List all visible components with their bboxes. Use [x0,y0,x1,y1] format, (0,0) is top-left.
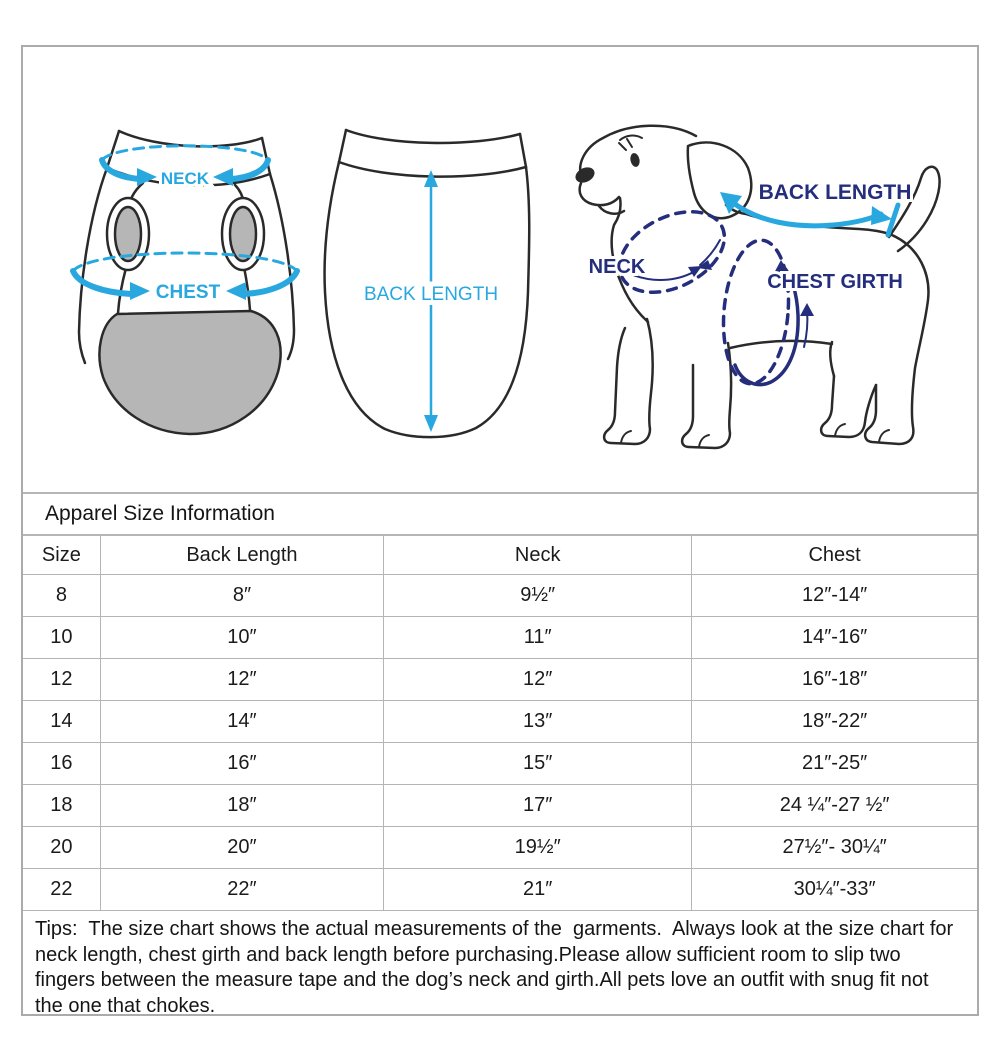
size-cell: 22 [23,869,100,911]
size-cell: 8 [23,575,100,617]
chest-cell: 12″-14″ [692,575,977,617]
table-title: Apparel Size Information [45,502,275,525]
size-cell: 18 [23,785,100,827]
size-cell: 12 [23,659,100,701]
size-cell: 14 [23,701,100,743]
chest-arrowhead-left [130,282,150,300]
neck-cell: 21″ [384,869,692,911]
chest-cell: 18″-22″ [692,701,977,743]
table-row [23,617,977,659]
neck-cell: 19½″ [384,827,692,869]
front-neck-label: NECK [160,169,210,188]
tips-note: Tips: The size chart shows the actual measurements of the garments. Always look at the size chart for neck length, chest girth and back length before purchasing.Please allow sufficient room to slip two fingers between the measure tape and the dog’s neck and girth.All pets love an outfit with snug fit not the one that chokes. [35,918,959,1017]
size-cell: 10 [23,617,100,659]
table-title-row [23,492,977,534]
neck-cell: 13″ [384,701,692,743]
dog-back-length-label: BACK LENGTH [758,181,912,204]
neck-cell: 12″ [384,659,692,701]
dog-chest-measure [718,237,814,386]
back-length-cell: 22″ [100,869,383,911]
table-row [23,659,977,701]
neck-cell: 15″ [384,743,692,785]
chest-arrowhead-right [226,282,246,300]
size-col-header: Size [23,535,100,575]
neck-col-header: Neck [384,535,692,575]
neck-cell: 11″ [384,617,692,659]
neck-arrowhead-left [137,168,157,186]
diagram-canvas [23,47,977,492]
dog-chest-girth-label: CHEST GIRTH [767,271,903,293]
back-length-col-header: Back Length [100,535,383,575]
size-chart-panel [21,45,979,1016]
chest-cell: 21″-25″ [692,743,977,785]
back-length-cell: 10″ [100,617,383,659]
back-garment-length-label: BACK LENGTH [363,284,499,305]
size-cell: 20 [23,827,100,869]
back-length-cell: 20″ [100,827,383,869]
chest-cell: 30¼″-33″ [692,869,977,911]
table-row [23,575,977,617]
neck-cell: 9½″ [384,575,692,617]
belly-patch [99,311,280,434]
dog-nose [573,164,597,185]
chest-cell: 27½″- 30¼″ [692,827,977,869]
chest-cell: 24 ¼″-27 ½″ [692,785,977,827]
measurement-diagrams [23,47,977,492]
header-row [23,535,977,575]
front-chest-label: CHEST [155,282,221,303]
chest-col-header: Chest [692,535,977,575]
back-length-cell: 12″ [100,659,383,701]
dog-neck-label: NECK [588,256,646,278]
table-row [23,827,977,869]
table-row [23,869,977,911]
back-length-cell: 18″ [100,785,383,827]
chest-cell: 16″-18″ [692,659,977,701]
back-length-cell: 16″ [100,743,383,785]
table-row [23,743,977,785]
table-row [23,785,977,827]
back-length-cell: 14″ [100,701,383,743]
size-cell: 16 [23,743,100,785]
dog-eye [629,152,641,168]
neck-cell: 17″ [384,785,692,827]
back-length-cell: 8″ [100,575,383,617]
dog-back-arrowhead-right [871,206,892,225]
dog-head [580,126,696,180]
back-length-arrowhead-bottom [424,415,438,432]
chest-cell: 14″-16″ [692,617,977,659]
apparel-size-table [23,534,977,911]
table-row [23,701,977,743]
back-length-arrowhead-top [424,170,438,187]
